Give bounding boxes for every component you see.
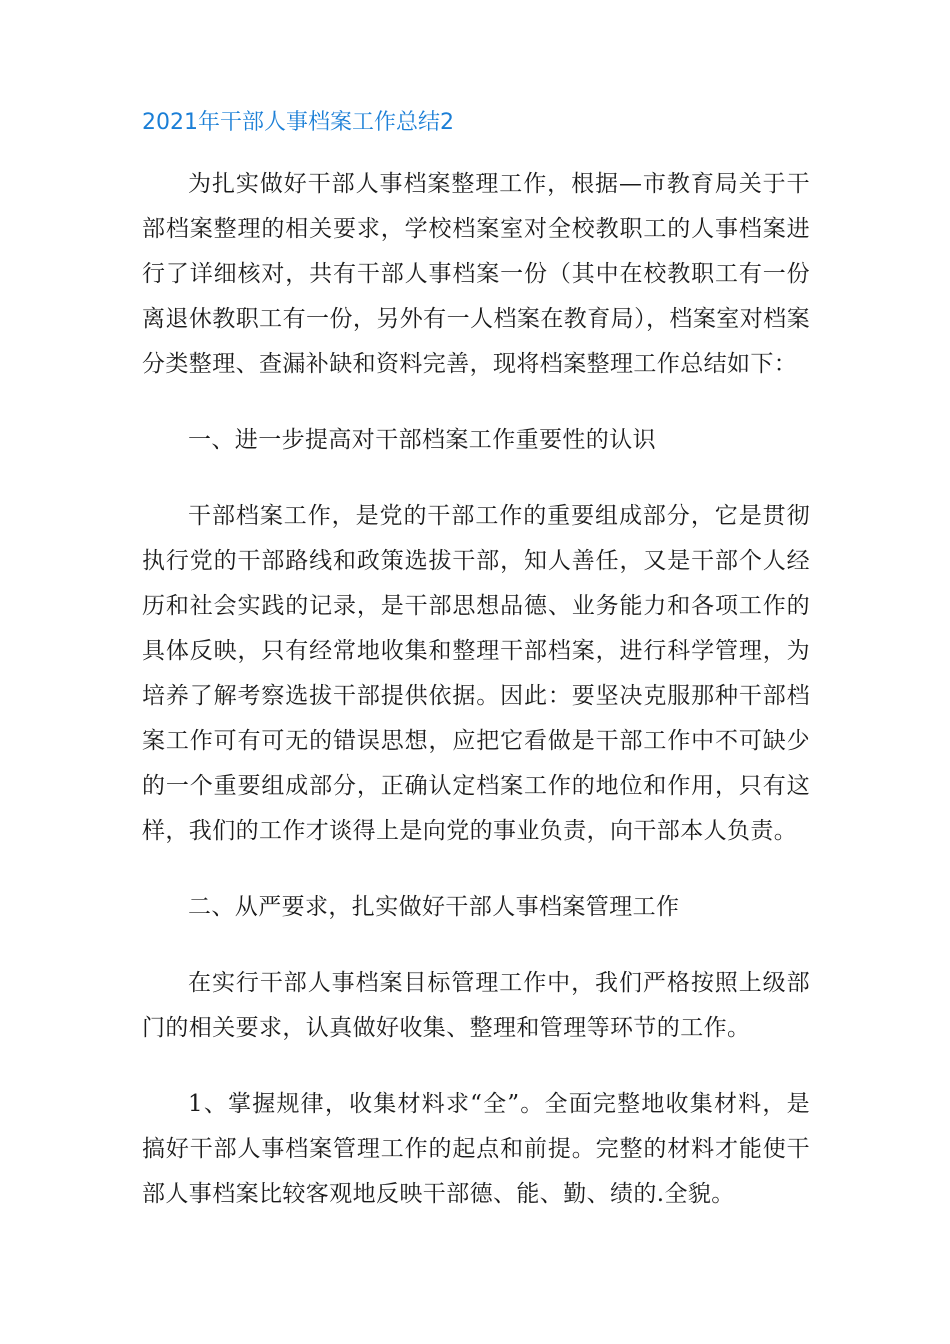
paragraph-item-1: 1、掌握规律，收集材料求“全”。全面完整地收集材料，是搞好干部人事档案管理工作的起点和前提。完整的材料才能使干部人事档案比较客观地反映干部德、能、勤、绩的.全貌。 <box>142 1091 810 1207</box>
document-body <box>142 162 810 1217</box>
section-heading-2: 二、从严要求，扎实做好干部人事档案管理工作 <box>188 894 680 920</box>
paragraph-section-2: 在实行干部人事档案目标管理工作中，我们严格按照上级部门的相关要求，认真做好收集、整理和管理等环节的工作。 <box>142 970 810 1041</box>
document-title: 2021年干部人事档案工作总结2 <box>142 110 454 135</box>
paragraph-section-1: 干部档案工作，是党的干部工作的重要组成部分，它是贯彻执行党的干部路线和政策选拔干部，知人善任，又是干部个人经历和社会实践的记录，是干部思想品德、业务能力和各项工作的具体反映，只有经常地收集和整理干部档案，进行科学管理，为培养了解考察选拔干部提供依据。因此：要坚决克服那种干部档案工作可有可无的错误思想，应把它看做是干部工作中不可缺少的一个重要组成部分，正确认定档案工作的地位和作用，只有这样，我们的工作才谈得上是向党的事业负责，向干部本人负责。 <box>142 503 810 844</box>
paragraph-intro: 为扎实做好干部人事档案整理工作，根据—市教育局关于干部档案整理的相关要求，学校档案室对全校教职工的人事档案进行了详细核对，共有干部人事档案一份（其中在校教职工有一份离退休教职工有一份，另外有一人档案在教育局），档案室对档案分类整理、查漏补缺和资料完善，现将档案整理工作总结如下： <box>142 171 810 377</box>
section-heading-1: 一、进一步提高对干部档案工作重要性的认识 <box>188 427 656 453</box>
